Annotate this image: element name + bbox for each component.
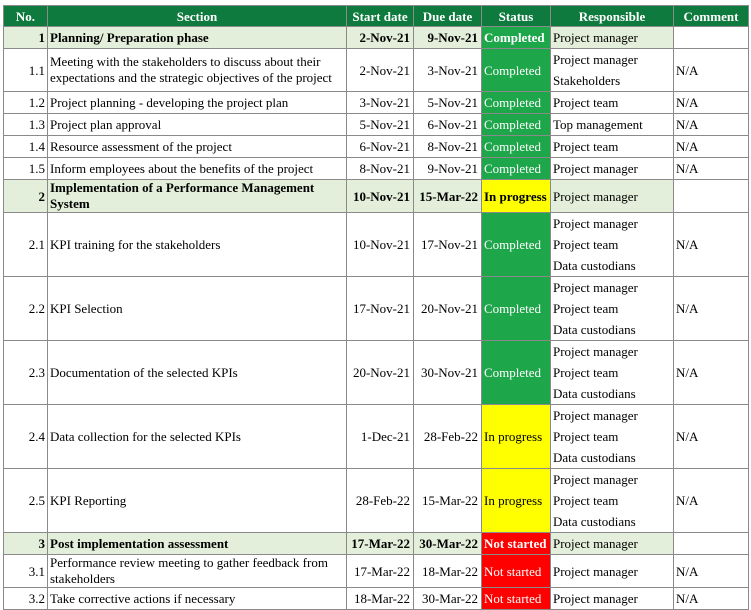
row-number: 3.1 xyxy=(4,555,48,588)
responsible-cell xyxy=(551,114,674,136)
start-date: 3-Nov-21 xyxy=(347,92,414,114)
section-name: Meeting with the stakeholders to discuss about their expectations and the strategic objectives of the project xyxy=(48,49,347,92)
row-number: 1.2 xyxy=(4,92,48,114)
section-name: Project plan approval xyxy=(48,114,347,136)
due-date: 6-Nov-21 xyxy=(414,114,482,136)
due-date: 15-Mar-22 xyxy=(414,469,482,533)
row-number: 1.4 xyxy=(4,136,48,158)
comment-cell: N/A xyxy=(674,114,749,136)
responsible-cell xyxy=(551,92,674,114)
comment-cell: N/A xyxy=(674,405,749,469)
responsible-party: Data custodians xyxy=(553,322,636,337)
responsible-party: Project team xyxy=(553,95,619,110)
section-name: KPI Selection xyxy=(48,277,347,341)
responsible-cell xyxy=(551,49,674,92)
phase-row xyxy=(4,180,749,213)
comment-cell: N/A xyxy=(674,341,749,405)
start-date: 2-Nov-21 xyxy=(347,49,414,92)
task-row xyxy=(4,277,749,341)
responsible-party: Project manager xyxy=(553,536,638,551)
comment-cell xyxy=(674,180,749,213)
task-row xyxy=(4,49,749,92)
header-no: No. xyxy=(4,6,48,27)
responsible-party: Project team xyxy=(553,139,619,154)
due-date: 3-Nov-21 xyxy=(414,49,482,92)
start-date: 17-Mar-22 xyxy=(347,533,414,555)
header-start-date: Start date xyxy=(347,6,414,27)
row-number: 2.2 xyxy=(4,277,48,341)
row-number: 3.2 xyxy=(4,588,48,610)
status-badge: Completed xyxy=(482,213,551,277)
start-date: 8-Nov-21 xyxy=(347,158,414,180)
section-name: Implementation of a Performance Management System xyxy=(48,180,347,213)
comment-cell: N/A xyxy=(674,158,749,180)
responsible-party: Project team xyxy=(553,365,619,380)
due-date: 28-Feb-22 xyxy=(414,405,482,469)
row-number: 2.5 xyxy=(4,469,48,533)
section-name: Inform employees about the benefits of the project xyxy=(48,158,347,180)
comment-cell: N/A xyxy=(674,588,749,610)
start-date: 10-Nov-21 xyxy=(347,180,414,213)
status-badge: Completed xyxy=(482,158,551,180)
comment-cell: N/A xyxy=(674,49,749,92)
section-name: Post implementation assessment xyxy=(48,533,347,555)
header-responsible: Responsible xyxy=(551,6,674,27)
phase-row xyxy=(4,533,749,555)
row-number: 2.1 xyxy=(4,213,48,277)
task-row xyxy=(4,341,749,405)
comment-cell: N/A xyxy=(674,277,749,341)
task-row xyxy=(4,158,749,180)
start-date: 6-Nov-21 xyxy=(347,136,414,158)
status-badge: Completed xyxy=(482,341,551,405)
header-row xyxy=(4,6,749,27)
due-date: 8-Nov-21 xyxy=(414,136,482,158)
status-badge: In progress xyxy=(482,469,551,533)
responsible-party: Data custodians xyxy=(553,450,636,465)
status-badge: Completed xyxy=(482,92,551,114)
comment-cell: N/A xyxy=(674,555,749,588)
responsible-cell xyxy=(551,136,674,158)
responsible-party: Project manager xyxy=(553,280,638,295)
responsible-party: Project manager xyxy=(553,563,638,579)
header-status: Status xyxy=(482,6,551,27)
row-number: 3 xyxy=(4,533,48,555)
responsible-cell xyxy=(551,213,674,277)
due-date: 17-Nov-21 xyxy=(414,213,482,277)
responsible-party: Data custodians xyxy=(553,514,636,529)
start-date: 17-Mar-22 xyxy=(347,555,414,588)
responsible-party: Project team xyxy=(553,301,619,316)
responsible-party: Top management xyxy=(553,117,643,132)
due-date: 5-Nov-21 xyxy=(414,92,482,114)
responsible-cell xyxy=(551,555,674,588)
section-name: Performance review meeting to gather feedback from stakeholders xyxy=(48,555,347,588)
section-name: Planning/ Preparation phase xyxy=(48,27,347,49)
responsible-party: Project manager xyxy=(553,591,638,606)
status-badge: Completed xyxy=(482,136,551,158)
task-row xyxy=(4,92,749,114)
due-date: 18-Mar-22 xyxy=(414,555,482,588)
responsible-cell xyxy=(551,27,674,49)
start-date: 10-Nov-21 xyxy=(347,213,414,277)
start-date: 28-Feb-22 xyxy=(347,469,414,533)
task-row xyxy=(4,114,749,136)
start-date: 2-Nov-21 xyxy=(347,27,414,49)
task-row xyxy=(4,136,749,158)
responsible-party: Project manager xyxy=(553,161,638,176)
responsible-cell xyxy=(551,158,674,180)
responsible-cell xyxy=(551,180,674,213)
table-body xyxy=(4,27,749,610)
task-row xyxy=(4,588,749,610)
comment-cell: N/A xyxy=(674,92,749,114)
header-comment: Comment xyxy=(674,6,749,27)
status-badge: In progress xyxy=(482,180,551,213)
section-name: Documentation of the selected KPIs xyxy=(48,341,347,405)
due-date: 9-Nov-21 xyxy=(414,27,482,49)
row-number: 1.3 xyxy=(4,114,48,136)
responsible-party: Project manager xyxy=(553,408,638,423)
responsible-party: Project manager xyxy=(553,344,638,359)
status-badge: Completed xyxy=(482,114,551,136)
responsible-cell xyxy=(551,405,674,469)
responsible-cell xyxy=(551,469,674,533)
responsible-party: Project team xyxy=(553,493,619,508)
responsible-party: Data custodians xyxy=(553,386,636,401)
responsible-cell xyxy=(551,533,674,555)
task-row xyxy=(4,555,749,588)
due-date: 30-Nov-21 xyxy=(414,341,482,405)
responsible-party: Project manager xyxy=(553,30,638,45)
status-badge: Completed xyxy=(482,277,551,341)
responsible-party: Project manager xyxy=(553,52,638,67)
status-badge: Completed xyxy=(482,27,551,49)
task-row xyxy=(4,213,749,277)
due-date: 15-Mar-22 xyxy=(414,180,482,213)
row-number: 2.3 xyxy=(4,341,48,405)
start-date: 1-Dec-21 xyxy=(347,405,414,469)
comment-cell xyxy=(674,533,749,555)
responsible-party: Project manager xyxy=(553,216,638,231)
row-number: 2.4 xyxy=(4,405,48,469)
status-badge: Not started xyxy=(482,533,551,555)
status-badge: Completed xyxy=(482,49,551,92)
responsible-party: Project team xyxy=(553,237,619,252)
comment-cell: N/A xyxy=(674,469,749,533)
start-date: 17-Nov-21 xyxy=(347,277,414,341)
responsible-cell xyxy=(551,588,674,610)
due-date: 9-Nov-21 xyxy=(414,158,482,180)
row-number: 1.1 xyxy=(4,49,48,92)
due-date: 20-Nov-21 xyxy=(414,277,482,341)
responsible-cell xyxy=(551,277,674,341)
section-name: KPI training for the stakeholders xyxy=(48,213,347,277)
responsible-party: Project team xyxy=(553,429,619,444)
responsible-party: Project manager xyxy=(553,188,638,204)
responsible-party: Data custodians xyxy=(553,258,636,273)
due-date: 30-Mar-22 xyxy=(414,533,482,555)
responsible-cell xyxy=(551,341,674,405)
status-badge: Not started xyxy=(482,555,551,588)
task-row xyxy=(4,405,749,469)
section-name: Resource assessment of the project xyxy=(48,136,347,158)
section-name: Project planning - developing the project plan xyxy=(48,92,347,114)
header-due-date: Due date xyxy=(414,6,482,27)
task-row xyxy=(4,469,749,533)
comment-cell xyxy=(674,27,749,49)
section-name: Take corrective actions if necessary xyxy=(48,588,347,610)
status-badge: In progress xyxy=(482,405,551,469)
phase-row xyxy=(4,27,749,49)
due-date: 30-Mar-22 xyxy=(414,588,482,610)
comment-cell: N/A xyxy=(674,136,749,158)
start-date: 20-Nov-21 xyxy=(347,341,414,405)
responsible-party: Stakeholders xyxy=(553,73,621,88)
start-date: 18-Mar-22 xyxy=(347,588,414,610)
section-name: KPI Reporting xyxy=(48,469,347,533)
section-name: Data collection for the selected KPIs xyxy=(48,405,347,469)
row-number: 1.5 xyxy=(4,158,48,180)
row-number: 1 xyxy=(4,27,48,49)
start-date: 5-Nov-21 xyxy=(347,114,414,136)
project-plan-table xyxy=(3,5,749,610)
row-number: 2 xyxy=(4,180,48,213)
responsible-party: Project manager xyxy=(553,472,638,487)
status-badge: Not started xyxy=(482,588,551,610)
comment-cell: N/A xyxy=(674,213,749,277)
header-section: Section xyxy=(48,6,347,27)
